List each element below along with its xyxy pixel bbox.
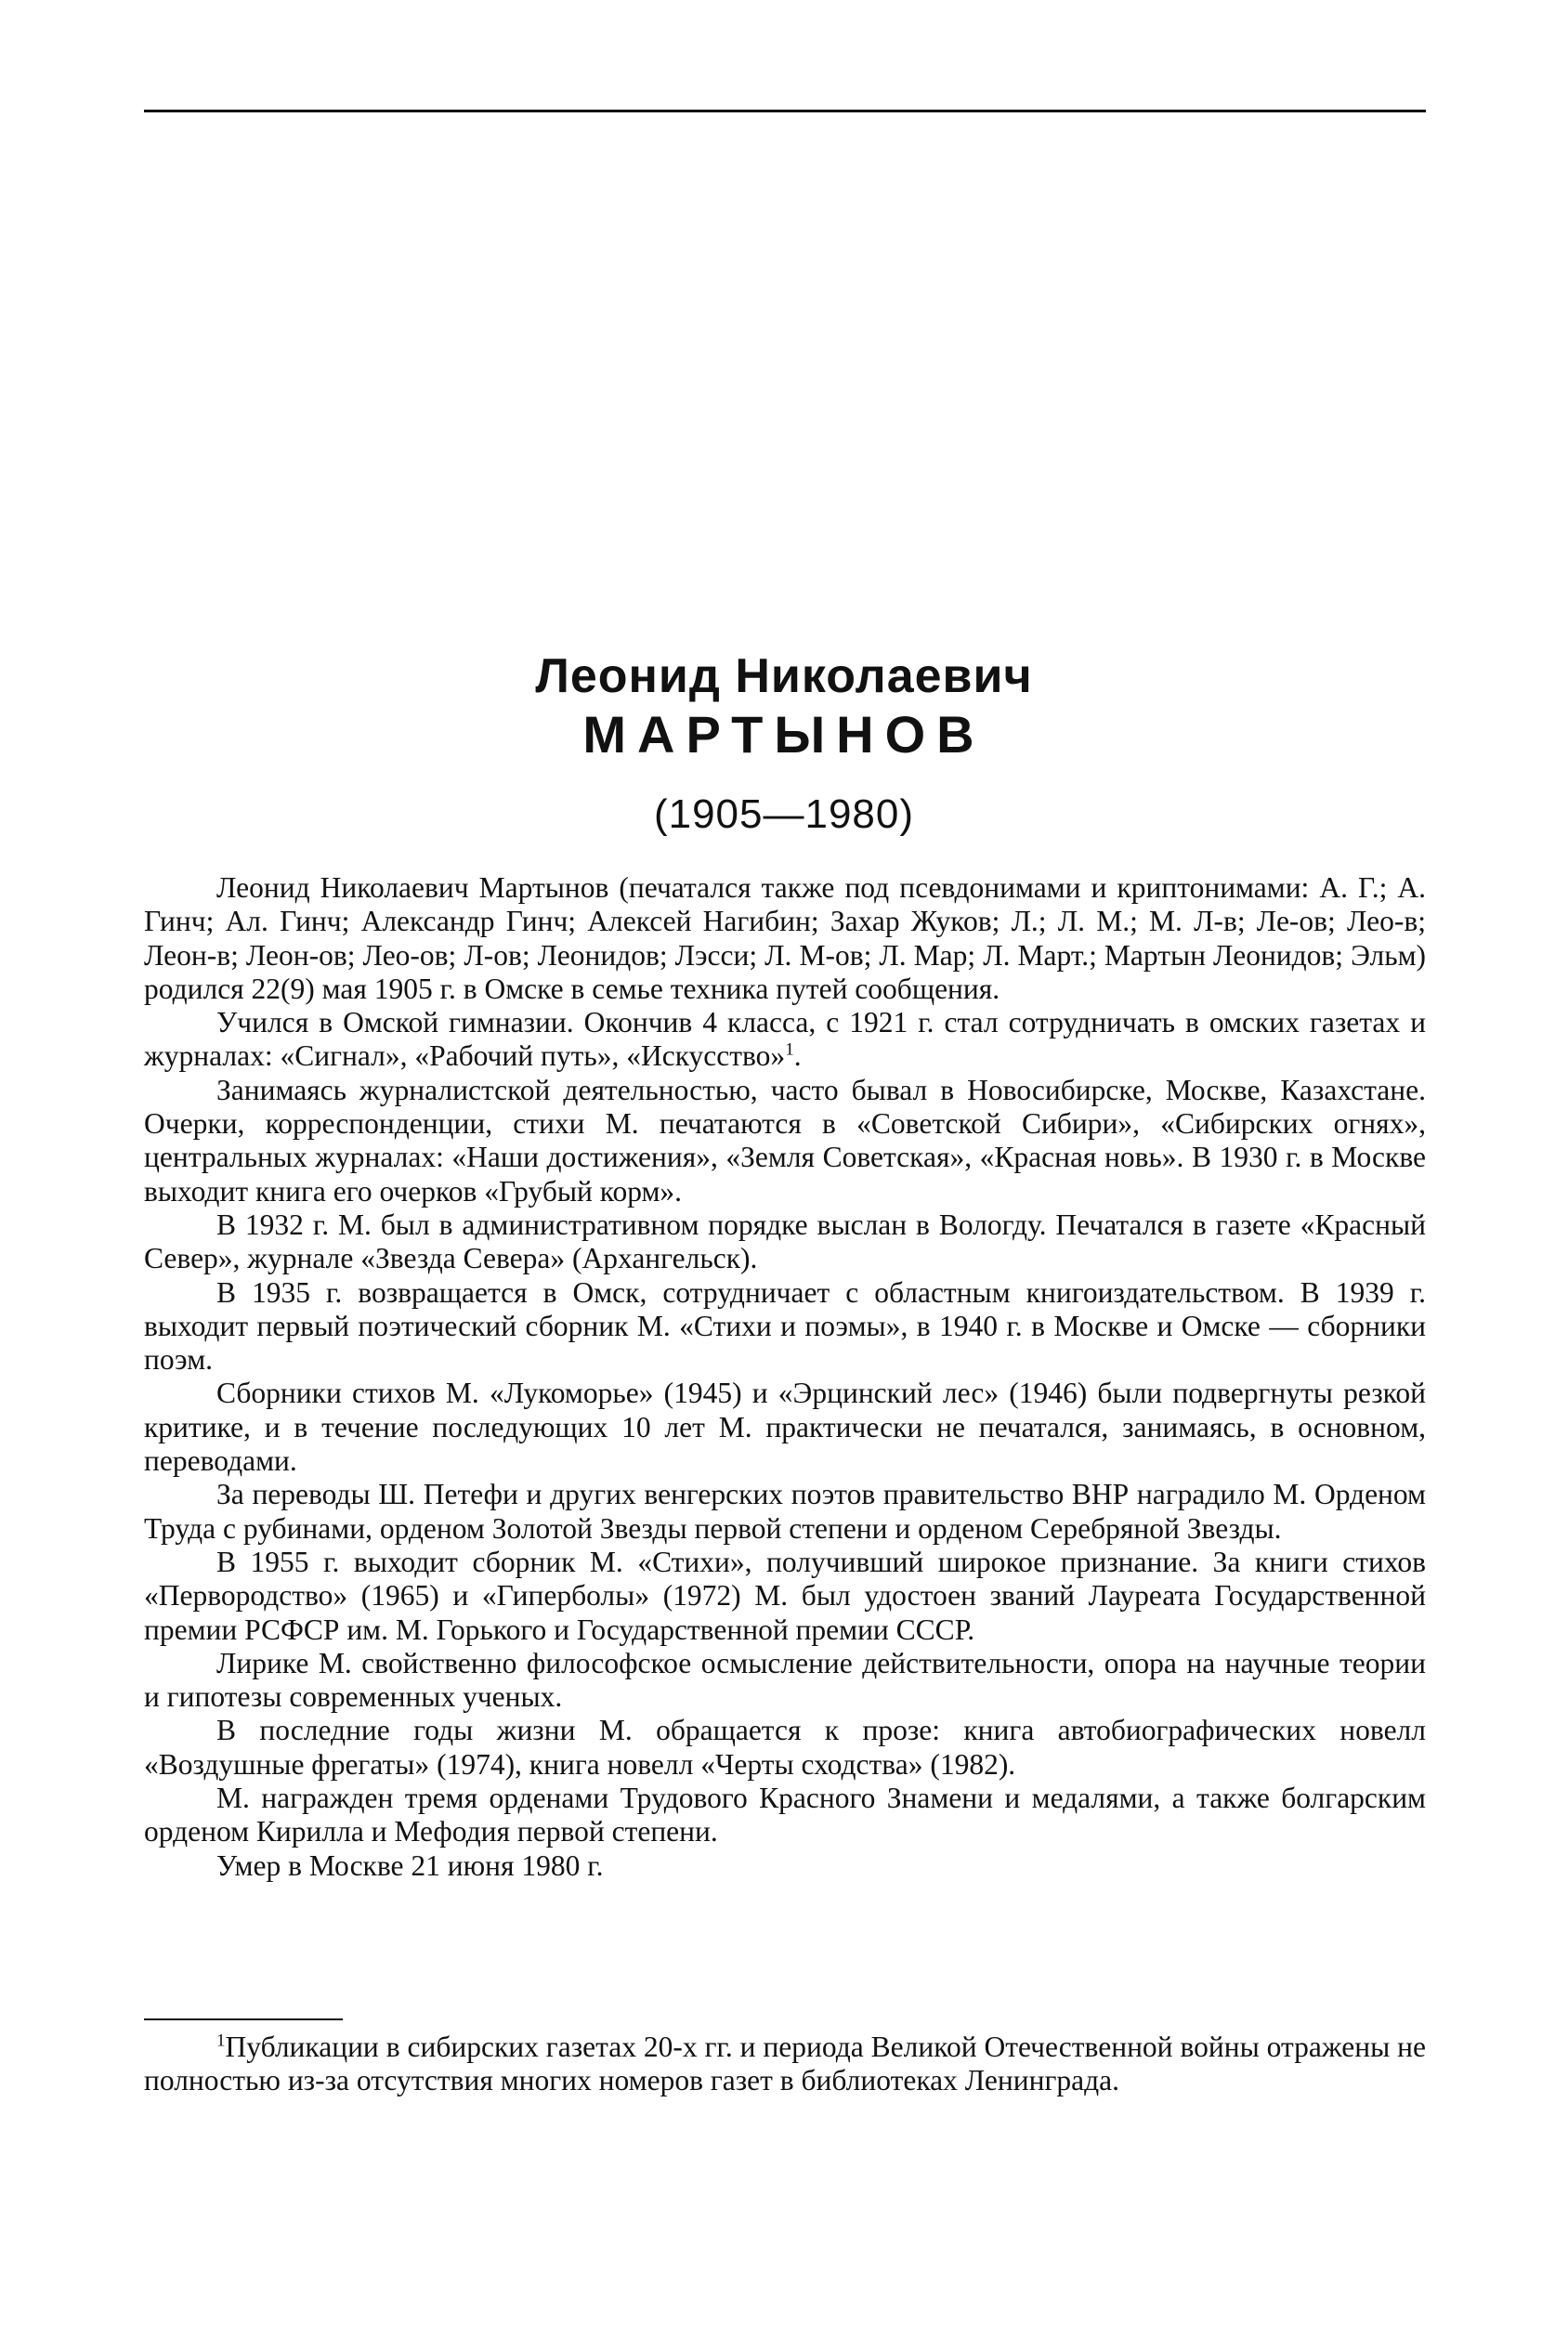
paragraph-education (144, 1006, 1426, 1074)
author-life-years: (1905—1980) (653, 791, 915, 837)
biography-text (144, 871, 1426, 1883)
paragraph-recognition: В 1955 г. выходит сборник М. «Стихи», получивший широкое признание. За книги стихов «Первородство» (1965) и «Гиперболы» (1972) М. был удостоен званий Лауреата Государственной премии РСФСР им. М. Горького и Государственной премии СССР. (144, 1545, 1426, 1646)
footnote-reference: 1 (785, 1039, 794, 1060)
paragraph-death: Умер в Москве 21 июня 1980 г. (216, 1848, 604, 1882)
footnote-reference-suffix: . (793, 1039, 802, 1073)
paragraph-criticism: Сборники стихов М. «Лукоморье» (1945) и «Эрцинский лес» (1946) были подвергнуты резкой критике, и в течение последующих 10 лет М. практически не печатался, занимаясь, в основном, переводами. (144, 1377, 1426, 1478)
paragraph-lyrics: Лирике М. свойственно философское осмысление действительности, опора на научные теории и гипотезы современных ученых. (144, 1646, 1426, 1714)
author-first-name: Леонид Николаевич (535, 649, 1033, 703)
footnote-paragraph (144, 2031, 1426, 2098)
paragraph-exile: В 1932 г. М. был в административном порядке выслан в Вологду. Печатался в газете «Красный Север», журнале «Звезда Севера» (Архангельск). (144, 1208, 1426, 1275)
paragraph-birth: Леонид Николаевич Мартынов (печатался также под псевдонимами и криптонимами: А. Г.; А. Гинч; Ал. Гинч; Александр Гинч; Алексей Нагибин; Захар Жуков; Л.; Л. М.; М. Л-в; Ле-ов; Лео-в; Леон-в; Леон-ов; Лео-ов; Л-ов; Леонидов; Лэсси; Л. М-ов; Л. Мар; Л. Март.; Мартын Леонидов; Эльм) родился 22(9) мая 1905 г. в Омске в семье техника путей сообщения. (144, 871, 1426, 1005)
paragraph-prose: В последние годы жизни М. обращается к прозе: книга автобиографических новелл «Воздушные фрегаты» (1974), книга новелл «Черты сходства» (1982). (144, 1714, 1426, 1781)
paragraph-return: В 1935 г. возвращается в Омск, сотрудничает с областным книгоиздательством. В 1939 г. выходит первый поэтический сборник М. «Стихи и поэмы», в 1940 г. в Москве и Омске — сборники поэм. (144, 1275, 1426, 1377)
top-rule (144, 110, 1426, 112)
footnote-text: Публикации в сибирских газетах 20-х гг. и периода Великой Отечественной войны отражены не полностью из-за отсутствия многих номеров газет в библиотеках Ленинграда. (144, 2031, 1426, 2097)
footnote-marker: 1 (216, 2031, 226, 2051)
paragraph-journalism: Занимаясь журналистской деятельностью, часто бывал в Новосибирске, Москве, Казахстане. Очерки, корреспонденции, стихи М. печатаются в «Советской Сибири», «Сибирских огнях», центральных журналах: «Наши достижения», «Земля Советская», «Красная новь». В 1930 г. в Москве выходит книга его очерков «Грубый корм». (144, 1073, 1426, 1208)
author-surname: МАРТЫНОВ (582, 705, 986, 764)
footnote (144, 2031, 1426, 2098)
paragraph-text: Учился в Омской гимназии. Окончив 4 класса, с 1921 г. стал сотрудничать в омских газетах и журналах: «Сигнал», «Рабочий путь», «Искусство» (144, 1006, 1426, 1073)
footnote-rule (144, 2018, 343, 2020)
paragraph-awards: М. награжден тремя орденами Трудового Красного Знамени и медалями, а также болгарским орденом Кирилла и Мефодия первой степени. (144, 1782, 1426, 1848)
paragraph-translations: За переводы Ш. Петефи и других венгерских поэтов правительство ВНР наградило М. Орденом Труда с рубинами, орденом Золотой Звезды первой степени и орденом Серебряной Звезды. (144, 1478, 1426, 1545)
